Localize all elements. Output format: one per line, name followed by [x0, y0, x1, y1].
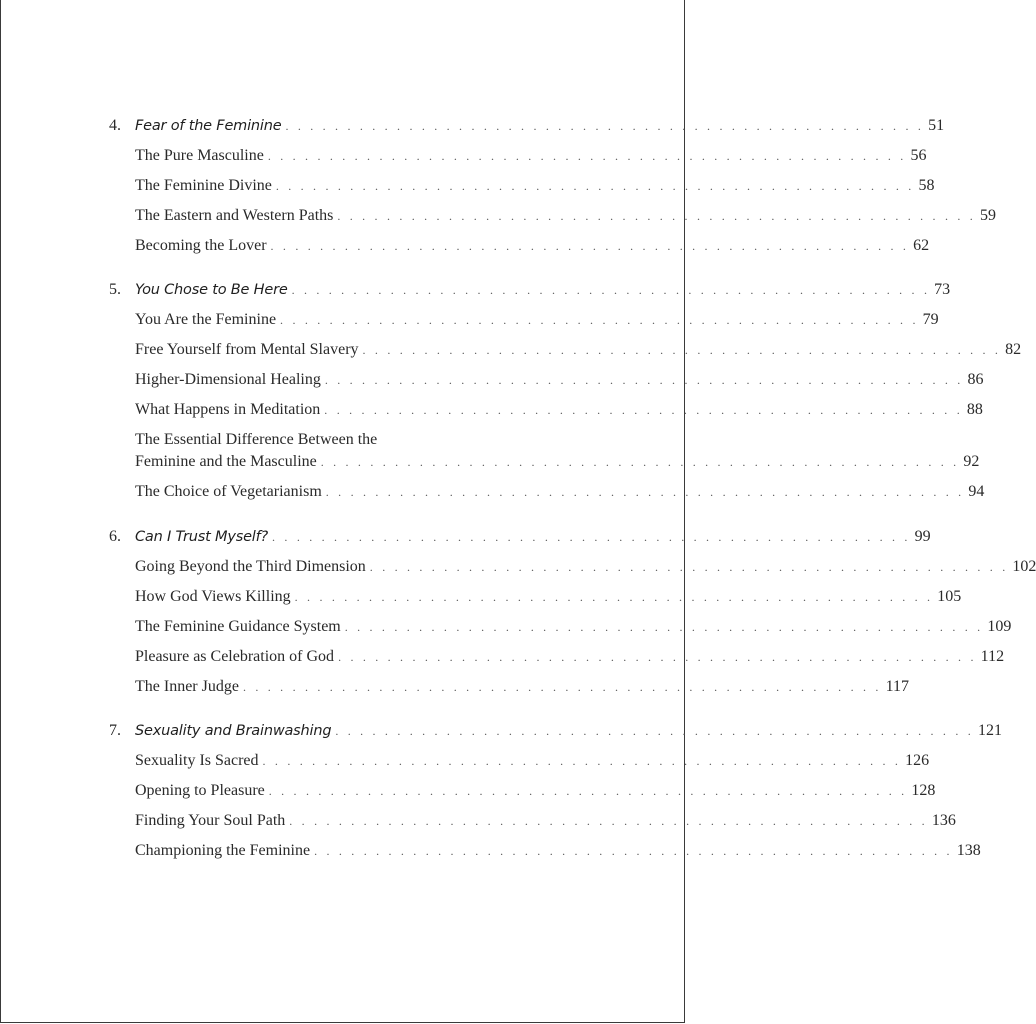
toc-entry[interactable] — [0, 236, 930, 256]
leader-dots: . . . . . . . . . . . . . . . . . . . . . . . . . . . . . . . . . . . . . . . . . . . . . . . . . . . . — [267, 149, 907, 163]
section-title: Free Yourself from Mental Slavery — [135, 341, 359, 358]
toc-entry[interactable] — [0, 587, 962, 607]
leader-dots: . . . . . . . . . . . . . . . . . . . . . . . . . . . . . . . . . . . . . . . . . . . . . . . . . . . . — [291, 283, 931, 297]
section-title: Opening to Pleasure — [135, 782, 265, 799]
page-number: 138 — [956, 842, 981, 859]
toc-entry[interactable] — [0, 751, 930, 771]
leader-dots: . . . . . . . . . . . . . . . . . . . . . . . . . . . . . . . . . . . . . . . . . . . . . . . . . . . . — [294, 590, 934, 604]
toc-entry[interactable] — [0, 557, 1036, 577]
page-number: 58 — [918, 177, 935, 194]
page-number: 112 — [980, 648, 1005, 665]
section-title: The Pure Masculine — [135, 147, 264, 164]
page-number: 109 — [987, 618, 1012, 635]
leader-dots: . . . . . . . . . . . . . . . . . . . . . . . . . . . . . . . . . . . . . . . . . . . . . . . . . . . . — [335, 724, 974, 738]
leader-dots: . . . . . . . . . . . . . . . . . . . . . . . . . . . . . . . . . . . . . . . . . . . . . . . . . . . . — [242, 680, 882, 694]
leader-dots: . . . . . . . . . . . . . . . . . . . . . . . . . . . . . . . . . . . . . . . . . . . . . . . . . . . . — [320, 455, 960, 469]
page-number: 73 — [934, 281, 951, 298]
page-number: 62 — [913, 237, 930, 254]
toc-entry[interactable] — [0, 482, 985, 502]
chapter-number: 4. — [109, 117, 121, 134]
page-number: 59 — [979, 207, 996, 224]
page-number: 126 — [905, 752, 930, 769]
toc-entry[interactable] — [0, 146, 927, 166]
page-number: 105 — [937, 588, 962, 605]
section-title: The Feminine Guidance System — [135, 618, 341, 635]
page-number: 82 — [1005, 341, 1022, 358]
section-title-line1: The Essential Difference Between the — [135, 431, 378, 448]
section-title: Sexuality Is Sacred — [135, 752, 259, 769]
section-title: Pleasure as Celebration of God — [135, 648, 335, 665]
section-title: How God Views Killing — [135, 588, 291, 605]
chapter-title: You Chose to Be Here — [135, 282, 288, 298]
toc-entry[interactable] — [0, 452, 980, 472]
toc-entry[interactable] — [0, 370, 984, 390]
page-number: 79 — [922, 311, 939, 328]
section-title: Becoming the Lover — [135, 237, 267, 254]
section-title: The Inner Judge — [135, 678, 239, 695]
page-number: 94 — [968, 483, 985, 500]
section-title: The Choice of Vegetarianism — [135, 483, 322, 500]
chapter-title: Sexuality and Brainwashing — [135, 723, 332, 739]
leader-dots: . . . . . . . . . . . . . . . . . . . . . . . . . . . . . . . . . . . . . . . . . . . . . . . . . . . . — [262, 754, 902, 768]
leader-dots: . . . . . . . . . . . . . . . . . . . . . . . . . . . . . . . . . . . . . . . . . . . . . . . . . . . . — [280, 313, 919, 327]
toc-entry[interactable] — [0, 400, 983, 420]
leader-dots: . . . . . . . . . . . . . . . . . . . . . . . . . . . . . . . . . . . . . . . . . . . . . . . . . . . . — [369, 560, 1009, 574]
toc-entry[interactable] — [0, 310, 939, 330]
leader-dots: . . . . . . . . . . . . . . . . . . . . . . . . . . . . . . . . . . . . . . . . . . . . . . . . . . . . — [337, 209, 976, 223]
leader-dots: . . . . . . . . . . . . . . . . . . . . . . . . . . . . . . . . . . . . . . . . . . . . . . . . . . . . — [324, 403, 963, 417]
section-title: Going Beyond the Third Dimension — [135, 558, 366, 575]
toc-entry[interactable] — [0, 677, 909, 697]
leader-dots: . . . . . . . . . . . . . . . . . . . . . . . . . . . . . . . . . . . . . . . . . . . . . . . . . . . . — [344, 620, 984, 634]
section-title: Higher-Dimensional Healing — [135, 371, 321, 388]
leader-dots: . . . . . . . . . . . . . . . . . . . . . . . . . . . . . . . . . . . . . . . . . . . . . . . . . . . . — [314, 844, 953, 858]
page-number: 99 — [914, 528, 931, 545]
chapter-title: Fear of the Feminine — [135, 118, 282, 134]
leader-dots: . . . . . . . . . . . . . . . . . . . . . . . . . . . . . . . . . . . . . . . . . . . . . . . . . . . . — [362, 343, 1002, 357]
toc-entry[interactable] — [0, 647, 1005, 667]
leader-dots: . . . . . . . . . . . . . . . . . . . . . . . . . . . . . . . . . . . . . . . . . . . . . . . . . . . . — [268, 784, 908, 798]
chapter-number: 6. — [109, 528, 121, 545]
page-number: 102 — [1012, 558, 1036, 575]
leader-dots: . . . . . . . . . . . . . . . . . . . . . . . . . . . . . . . . . . . . . . . . . . . . . . . . . . . . — [338, 650, 977, 664]
leader-dots: . . . . . . . . . . . . . . . . . . . . . . . . . . . . . . . . . . . . . . . . . . . . . . . . . . . . — [275, 179, 915, 193]
chapter-number: 7. — [109, 722, 121, 739]
section-title: What Happens in Meditation — [135, 401, 321, 418]
leader-dots: . . . . . . . . . . . . . . . . . . . . . . . . . . . . . . . . . . . . . . . . . . . . . . . . . . . . — [285, 119, 925, 133]
section-title: Championing the Feminine — [135, 842, 311, 859]
section-title: The Feminine Divine — [135, 177, 272, 194]
section-title: You Are the Feminine — [135, 311, 277, 328]
toc-entry[interactable] — [0, 841, 981, 861]
page-number: 117 — [885, 678, 909, 695]
section-title: The Eastern and Western Paths — [135, 207, 334, 224]
toc-entry[interactable] — [0, 781, 936, 801]
page-number: 88 — [966, 401, 983, 418]
toc-chapter-5[interactable] — [0, 280, 951, 300]
page-number: 51 — [928, 117, 945, 134]
toc-entry[interactable] — [0, 176, 935, 196]
leader-dots: . . . . . . . . . . . . . . . . . . . . . . . . . . . . . . . . . . . . . . . . . . . . . . . . . . . . — [325, 485, 965, 499]
page-number: 86 — [967, 371, 984, 388]
leader-dots: . . . . . . . . . . . . . . . . . . . . . . . . . . . . . . . . . . . . . . . . . . . . . . . . . . . . — [272, 530, 911, 544]
page-number: 92 — [963, 453, 980, 470]
leader-dots: . . . . . . . . . . . . . . . . . . . . . . . . . . . . . . . . . . . . . . . . . . . . . . . . . . . . — [270, 239, 910, 253]
chapter-title: Can I Trust Myself? — [135, 529, 269, 545]
toc-entry[interactable] — [0, 811, 956, 831]
page-number: 56 — [910, 147, 927, 164]
toc-chapter-7[interactable] — [0, 721, 1002, 741]
page-number: 136 — [931, 812, 956, 829]
section-title: Feminine and the Masculine — [135, 453, 317, 470]
leader-dots: . . . . . . . . . . . . . . . . . . . . . . . . . . . . . . . . . . . . . . . . . . . . . . . . . . . . — [289, 814, 928, 828]
chapter-number: 5. — [109, 281, 121, 298]
toc-entry[interactable] — [0, 340, 1022, 360]
toc-chapter-6[interactable] — [0, 527, 931, 547]
page-number: 121 — [977, 722, 1002, 739]
toc-chapter-4[interactable] — [0, 116, 945, 136]
page-number: 128 — [911, 782, 936, 799]
leader-dots: . . . . . . . . . . . . . . . . . . . . . . . . . . . . . . . . . . . . . . . . . . . . . . . . . . . . — [324, 373, 964, 387]
section-title: Finding Your Soul Path — [135, 812, 286, 829]
toc-entry[interactable] — [0, 617, 1012, 637]
toc-entry[interactable] — [0, 206, 996, 226]
